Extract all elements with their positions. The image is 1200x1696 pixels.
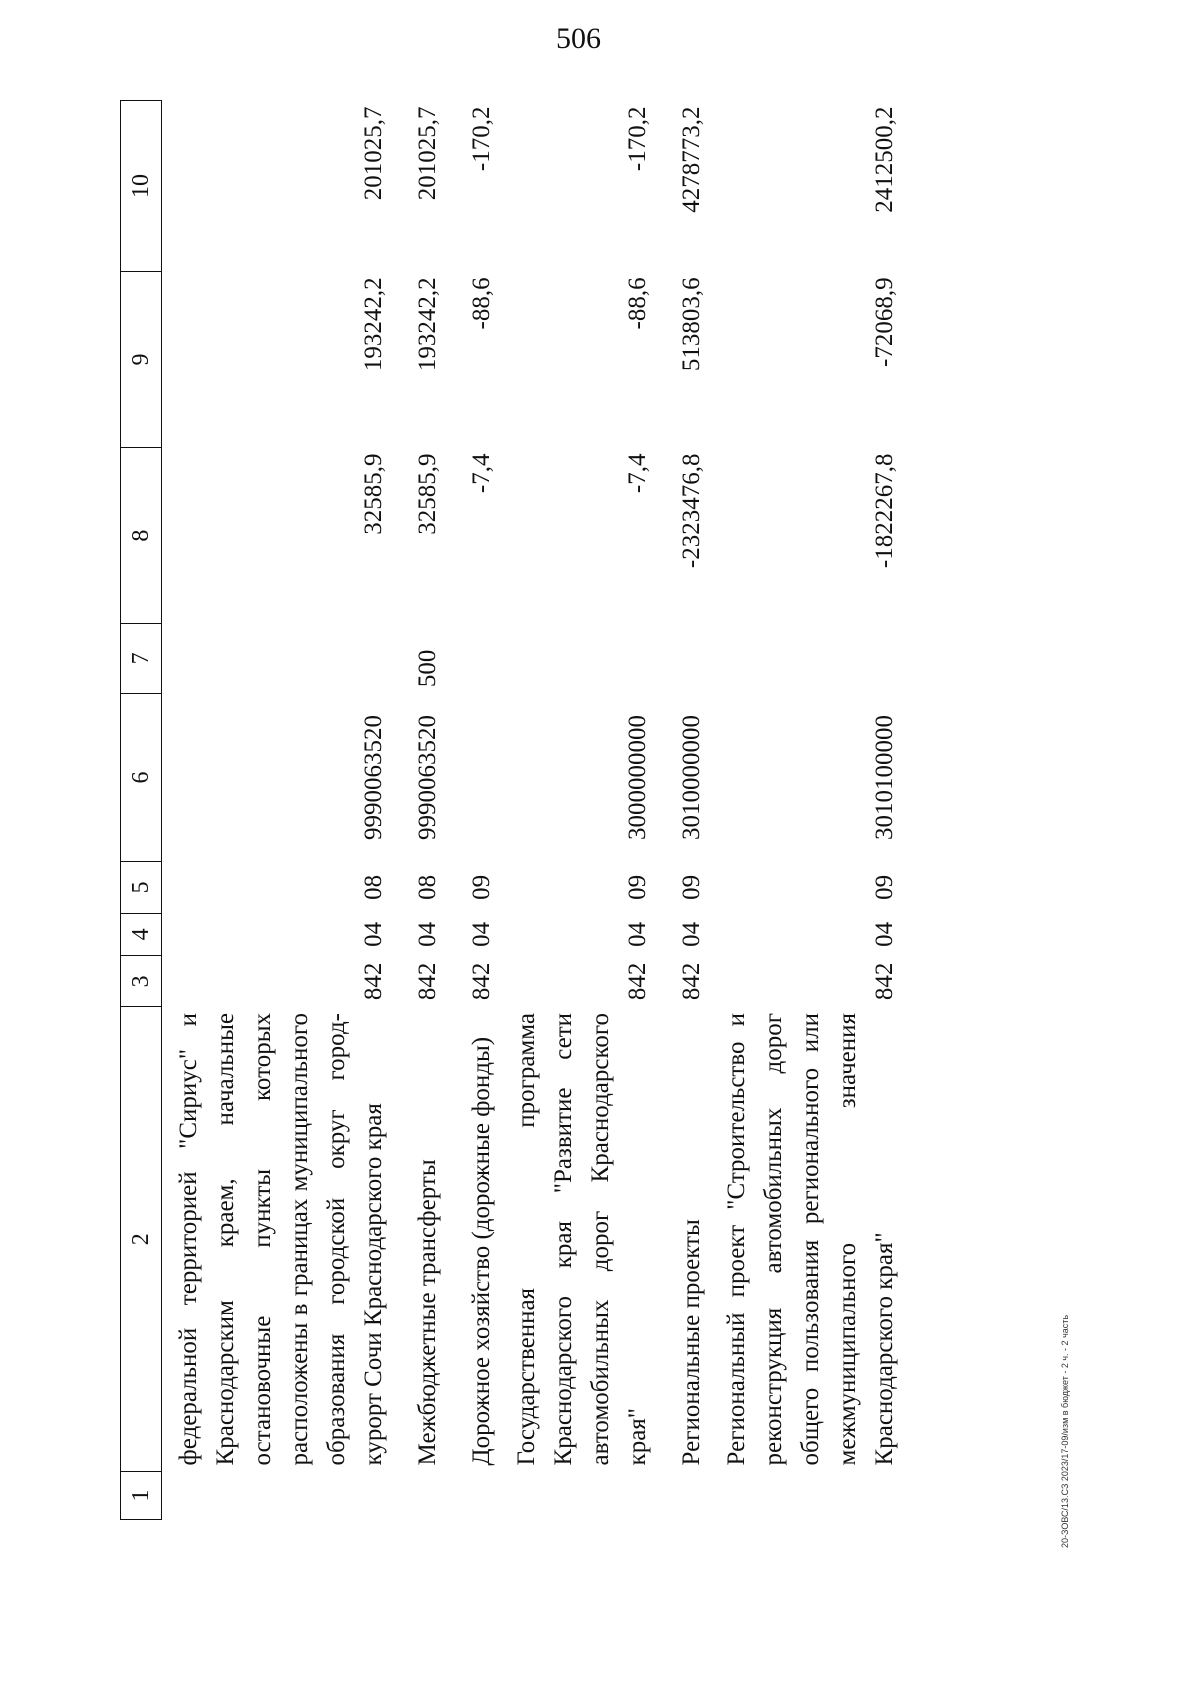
cell-col8: -7,4 bbox=[468, 453, 495, 494]
header-col-2: 2 bbox=[121, 1007, 162, 1471]
cell-col9: -72068,9 bbox=[871, 277, 898, 367]
header-col-1: 1 bbox=[121, 1471, 162, 1519]
document-footer: 20-ЗОВС/13.СЗ 2023/17-09/изм в бюджет - 2 ч. - 2 часть bbox=[1060, 1314, 1070, 1548]
cell-col7 bbox=[656, 624, 710, 693]
cell-col5: 09 bbox=[468, 874, 495, 900]
cell-col10: 4278773,2 bbox=[678, 106, 705, 213]
cell-col10: -170,2 bbox=[624, 106, 651, 172]
cell-col4: 04 bbox=[414, 921, 441, 947]
cell-col8: 32585,9 bbox=[360, 453, 387, 535]
cell-col6: 3010000000 bbox=[678, 714, 705, 840]
cell-col9: -88,6 bbox=[468, 277, 495, 330]
cell-description: Государственная программа Краснодарского края "Развитие сети автомобильных дорог Краснодарского края" bbox=[513, 1013, 651, 1466]
cell-col9: 193242,2 bbox=[414, 277, 441, 372]
cell-description: федеральной территорией "Сириус" и Краснодарским краем, начальные остановочные пункты которых расположены в границах муниципального образования городской округ город-курорт Сочи Краснодарского края bbox=[175, 1013, 387, 1466]
cell-col4: 04 bbox=[624, 921, 651, 947]
cell-col7 bbox=[500, 624, 656, 693]
cell-col4: 04 bbox=[678, 921, 705, 947]
cell-col1 bbox=[162, 1471, 393, 1519]
cell-col9: 513803,6 bbox=[678, 277, 705, 372]
header-row bbox=[121, 101, 162, 1520]
cell-col8: -2323476,8 bbox=[678, 453, 705, 569]
table-row bbox=[446, 101, 500, 1520]
cell-description: Региональные проекты bbox=[678, 1219, 705, 1466]
header-col-8: 8 bbox=[121, 448, 162, 624]
cell-col5: 09 bbox=[871, 874, 898, 900]
cell-col1 bbox=[656, 1471, 710, 1519]
table-row bbox=[162, 101, 393, 1520]
cell-col3: 842 bbox=[414, 962, 441, 1001]
rotated-table-region bbox=[120, 100, 1130, 1520]
cell-col8: -1822267,8 bbox=[871, 453, 898, 569]
cell-col6 bbox=[446, 693, 500, 862]
cell-col3: 842 bbox=[624, 962, 651, 1001]
cell-col7 bbox=[446, 624, 500, 693]
header-col-6: 6 bbox=[121, 693, 162, 862]
cell-col3: 842 bbox=[468, 962, 495, 1001]
table-row bbox=[392, 101, 446, 1520]
table-row bbox=[656, 101, 710, 1520]
cell-col7: 500 bbox=[414, 649, 441, 688]
cell-col7 bbox=[710, 624, 903, 693]
cell-col1 bbox=[392, 1471, 446, 1519]
cell-col4: 04 bbox=[468, 921, 495, 947]
header-col-3: 3 bbox=[121, 956, 162, 1007]
cell-col7 bbox=[162, 624, 393, 693]
header-col-7: 7 bbox=[121, 624, 162, 693]
cell-col3: 842 bbox=[871, 962, 898, 1001]
cell-col1 bbox=[446, 1471, 500, 1519]
cell-col6: 9990063520 bbox=[414, 714, 441, 840]
cell-col1 bbox=[500, 1471, 656, 1519]
cell-col10: 201025,7 bbox=[414, 106, 441, 201]
cell-col6: 9990063520 bbox=[360, 714, 387, 840]
cell-col10: -170,2 bbox=[468, 106, 495, 172]
table-row bbox=[500, 101, 656, 1520]
cell-description: Дорожное хозяйство (дорожные фонды) bbox=[468, 1036, 495, 1466]
cell-col3: 842 bbox=[678, 962, 705, 1001]
cell-col8: 32585,9 bbox=[414, 453, 441, 535]
cell-description: Региональный проект "Строительство и реконструкция автомобильных дорог общего пользования регионального или межмуниципального значения Краснодарского края" bbox=[723, 1013, 898, 1466]
cell-col1 bbox=[710, 1471, 903, 1519]
cell-col5: 09 bbox=[678, 874, 705, 900]
cell-col8: -7,4 bbox=[624, 453, 651, 494]
table-body bbox=[162, 101, 904, 1520]
cell-description: Межбюджетные трансферты bbox=[414, 1159, 441, 1466]
cell-col5: 08 bbox=[360, 874, 387, 900]
cell-col9: -88,6 bbox=[624, 277, 651, 330]
cell-col9: 193242,2 bbox=[360, 277, 387, 372]
cell-col5: 09 bbox=[624, 874, 651, 900]
cell-col6: 3000000000 bbox=[624, 714, 651, 840]
table-header bbox=[121, 101, 162, 1520]
cell-col5: 08 bbox=[414, 874, 441, 900]
header-col-10: 10 bbox=[121, 101, 162, 272]
cell-col10: 2412500,2 bbox=[871, 106, 898, 213]
cell-col4: 04 bbox=[871, 921, 898, 947]
budget-table bbox=[120, 100, 903, 1520]
page-number: 506 bbox=[556, 22, 601, 55]
header-col-4: 4 bbox=[121, 913, 162, 956]
header-col-5: 5 bbox=[121, 862, 162, 913]
table-row bbox=[710, 101, 903, 1520]
cell-col6: 3010100000 bbox=[871, 714, 898, 840]
cell-col10: 201025,7 bbox=[360, 106, 387, 201]
cell-col3: 842 bbox=[360, 962, 387, 1001]
header-col-9: 9 bbox=[121, 271, 162, 447]
cell-col4: 04 bbox=[360, 921, 387, 947]
